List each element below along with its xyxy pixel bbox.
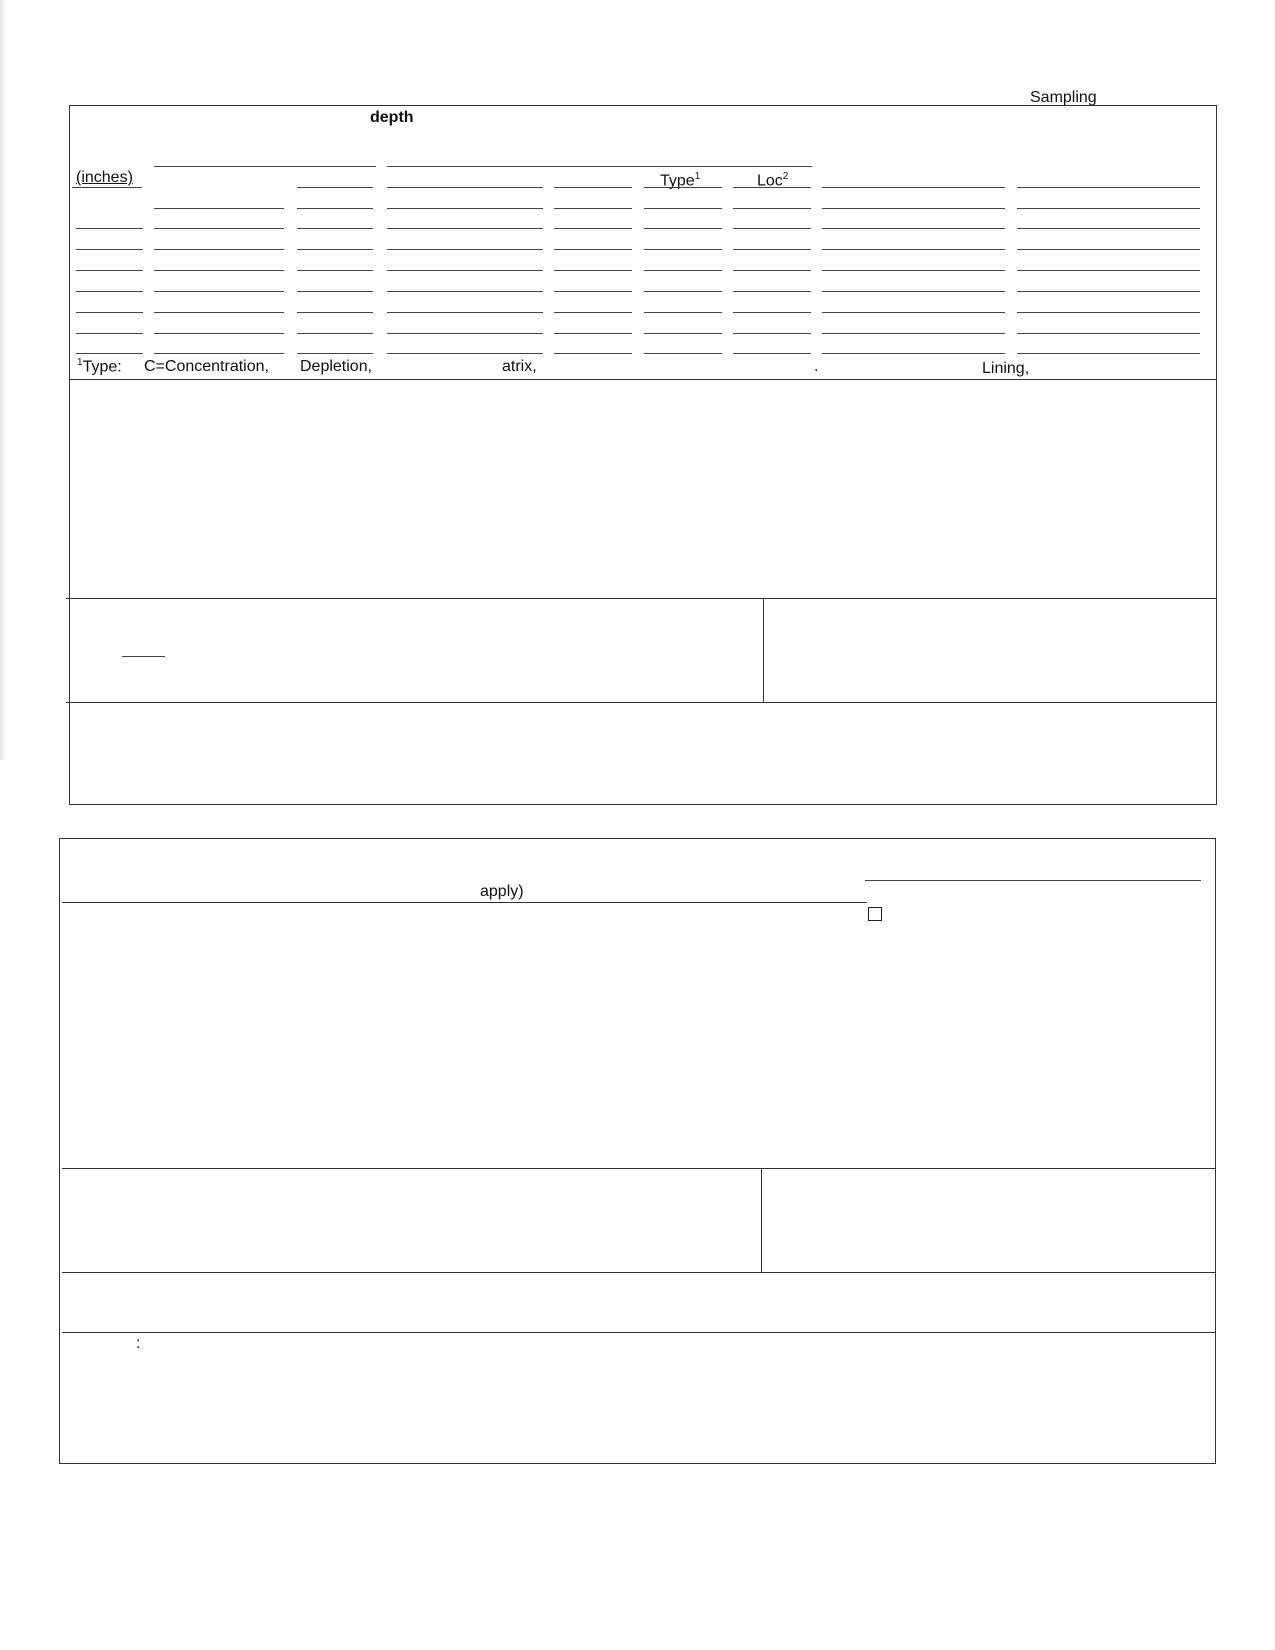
blank-entry-line[interactable] — [154, 353, 284, 354]
blank-entry-line[interactable] — [822, 333, 1005, 334]
footnote-type-label: Type: — [82, 358, 122, 376]
blank-entry-line[interactable] — [554, 228, 632, 229]
blank-entry-line[interactable] — [297, 249, 373, 250]
inches-label: (inches) — [76, 169, 133, 186]
header-rule — [154, 166, 376, 167]
blank-entry-line[interactable] — [554, 208, 632, 209]
observations-bottom-divider — [62, 1272, 1216, 1273]
restrictive-layer-divider — [763, 598, 764, 702]
footnote-depletion: Depletion, — [300, 358, 373, 375]
blank-entry-line[interactable] — [554, 187, 632, 188]
blank-entry-line[interactable] — [387, 208, 543, 209]
header-rule — [387, 166, 812, 167]
blank-entry-line[interactable] — [154, 291, 284, 292]
blank-entry-line[interactable] — [76, 291, 143, 292]
blank-entry-line[interactable] — [822, 187, 1005, 188]
footnote-matrix: atrix, — [502, 358, 537, 375]
blank-entry-line[interactable] — [644, 353, 722, 354]
blank-entry-line[interactable] — [297, 270, 373, 271]
blank-entry-line[interactable] — [387, 187, 543, 188]
sampling-label: Sampling — [1030, 89, 1097, 106]
blank-entry-line[interactable] — [387, 249, 543, 250]
short-blank-rule — [122, 656, 165, 657]
blank-entry-line[interactable] — [554, 249, 632, 250]
secondary-indicators-rule — [865, 880, 1201, 881]
blank-entry-line[interactable] — [1017, 270, 1200, 271]
blank-entry-line[interactable] — [822, 353, 1005, 354]
blank-entry-line[interactable] — [554, 270, 632, 271]
depth-label: depth — [370, 109, 414, 126]
blank-entry-line[interactable] — [297, 312, 373, 313]
blank-entry-line[interactable] — [644, 312, 722, 313]
blank-entry-line[interactable] — [154, 270, 284, 271]
scan-edge-shadow — [0, 0, 6, 760]
blank-entry-line[interactable] — [1017, 187, 1200, 188]
indicators-divider — [66, 598, 1217, 599]
blank-entry-line[interactable] — [1017, 353, 1200, 354]
blank-entry-line[interactable] — [297, 291, 373, 292]
blank-entry-line[interactable] — [154, 208, 284, 209]
blank-entry-line[interactable] — [644, 187, 722, 188]
loc-header-sup: 2 — [782, 171, 789, 182]
blank-entry-line[interactable] — [387, 291, 543, 292]
blank-entry-line[interactable] — [644, 333, 722, 334]
blank-entry-line[interactable] — [387, 353, 543, 354]
blank-entry-line[interactable] — [1017, 291, 1200, 292]
footnote-type — [77, 358, 122, 375]
observations-vertical-divider — [761, 1168, 762, 1272]
blank-entry-line[interactable] — [733, 333, 811, 334]
blank-entry-line[interactable] — [733, 187, 811, 188]
blank-entry-line[interactable] — [154, 249, 284, 250]
blank-entry-line[interactable] — [297, 228, 373, 229]
type-header-sup: 1 — [694, 171, 701, 182]
blank-entry-line[interactable] — [733, 291, 811, 292]
blank-entry-line[interactable] — [297, 333, 373, 334]
blank-entry-line[interactable] — [644, 208, 722, 209]
footnote-dot: . — [814, 358, 819, 375]
blank-entry-line[interactable] — [76, 333, 143, 334]
loc-header-text: Loc — [757, 172, 783, 190]
blank-entry-line[interactable] — [387, 228, 543, 229]
blank-entry-line[interactable] — [644, 249, 722, 250]
blank-entry-line[interactable] — [387, 312, 543, 313]
blank-entry-line[interactable] — [1017, 228, 1200, 229]
hydrology-header-divider — [62, 902, 867, 903]
blank-entry-line[interactable] — [154, 228, 284, 229]
blank-entry-line[interactable] — [154, 312, 284, 313]
soil-profile-box — [69, 105, 1217, 805]
remarks-colon: : — [136, 1335, 141, 1352]
blank-entry-line[interactable] — [733, 228, 811, 229]
type-header-text: Type — [660, 172, 695, 190]
blank-entry-line[interactable] — [822, 312, 1005, 313]
footnote-concentration: C=Concentration, — [144, 358, 269, 375]
blank-entry-line[interactable] — [1017, 208, 1200, 209]
header-rule — [72, 187, 142, 188]
footnote-sup: 1 — [77, 357, 83, 368]
blank-entry-line[interactable] — [1017, 312, 1200, 313]
blank-entry-line[interactable] — [733, 312, 811, 313]
indicator-checkbox[interactable] — [868, 907, 882, 921]
blank-entry-line[interactable] — [822, 228, 1005, 229]
blank-entry-line[interactable] — [387, 270, 543, 271]
blank-entry-line[interactable] — [822, 291, 1005, 292]
footnote-lining: Lining, — [982, 360, 1030, 377]
apply-label: apply) — [480, 883, 524, 900]
blank-entry-line[interactable] — [733, 270, 811, 271]
blank-entry-line[interactable] — [1017, 249, 1200, 250]
blank-entry-line[interactable] — [297, 353, 373, 354]
blank-entry-line[interactable] — [1017, 333, 1200, 334]
blank-entry-line[interactable] — [387, 333, 543, 334]
blank-entry-line[interactable] — [554, 312, 632, 313]
hydrology-box — [59, 838, 1216, 1464]
blank-entry-line[interactable] — [154, 333, 284, 334]
blank-entry-line[interactable] — [644, 228, 722, 229]
blank-entry-line[interactable] — [733, 249, 811, 250]
remarks-divider — [66, 702, 1217, 703]
blank-entry-line[interactable] — [822, 249, 1005, 250]
blank-entry-line[interactable] — [733, 208, 811, 209]
remarks-top-divider — [62, 1332, 1216, 1333]
blank-entry-line[interactable] — [733, 353, 811, 354]
blank-entry-line[interactable] — [76, 270, 143, 271]
field-observations-divider — [62, 1168, 1216, 1169]
blank-entry-line[interactable] — [76, 228, 143, 229]
blank-entry-line[interactable] — [822, 270, 1005, 271]
blank-entry-line[interactable] — [76, 353, 143, 354]
blank-entry-line[interactable] — [554, 353, 632, 354]
blank-entry-line[interactable] — [644, 291, 722, 292]
profile-divider — [69, 379, 1217, 380]
blank-entry-line[interactable] — [297, 208, 373, 209]
blank-entry-line[interactable] — [76, 312, 143, 313]
blank-entry-line[interactable] — [644, 270, 722, 271]
blank-entry-line[interactable] — [554, 291, 632, 292]
blank-entry-line[interactable] — [297, 187, 373, 188]
blank-entry-line[interactable] — [76, 249, 143, 250]
blank-entry-line[interactable] — [822, 208, 1005, 209]
blank-entry-line[interactable] — [554, 333, 632, 334]
